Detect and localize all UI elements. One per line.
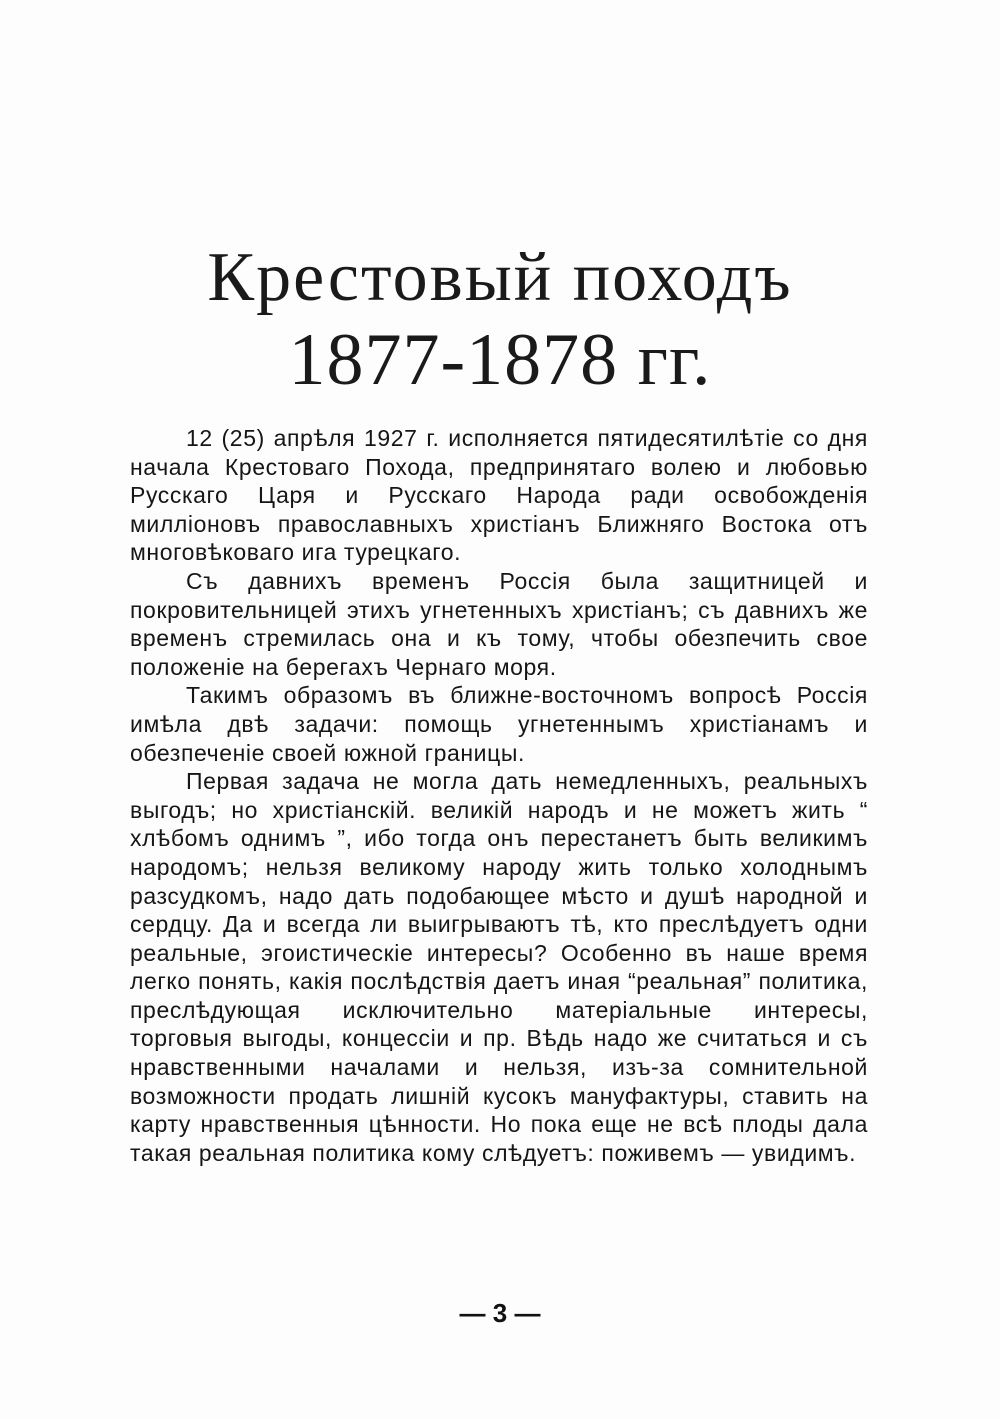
paragraph-2: Съ давнихъ временъ Россія была защитницей и покровительницей этихъ угнетенныхъ христіанъ; съ давнихъ же временъ стремилась она и къ тому, чтобы обезпечить свое положеніе на берегахъ Чернаго моря. [130,567,868,680]
page-title-line-1: Крестовый походъ [207,239,793,316]
paragraph-4: Первая задача не могла дать немедленныхъ, реальныхъ выгодъ; но христіанскій. великій народъ и не можетъ жить “ хлѣбомъ однимъ ”, ибо тогда онъ перестанетъ быть великимъ народомъ; нельзя великому народу жить только холоднымъ разсудкомъ, надо дать подобающее мѣсто и душѣ народной и сердцу. Да и всегда ли выигрываютъ тѣ, кто преслѣдуетъ одни реальные, эгоистическіе интересы? Особенно въ наше время легко понять, какія послѣдствія даетъ иная “реальная” политика, преслѣдующая исключительно матеріальные интересы, торговыя выгоды, концессіи и пр. Вѣдь надо же считаться и съ нравственными началами и нельзя, изъ-за сомнительной возможности продать лишній кусокъ мануфактуры, ставить на карту нравственныя цѣнности. Но пока еще не всѣ плоды дала такая реальная политика кому слѣдуетъ: поживемъ — увидимъ. [130,768,868,1166]
page-title-line-2: 1877-1878 гг. [288,319,712,401]
paragraph-3: Такимъ образомъ въ ближне-восточномъ вопросѣ Россія имѣла двѣ задачи: помощь угнетеннымъ христіанамъ и обезпеченіе своей южной границы. [130,682,868,766]
paragraph-1: 12 (25) апрѣля 1927 г. исполняется пятидесятилѣтіе со дня начала Крестоваго Похода, предпринятаго волею и любовью Русскаго Царя и Русскаго Народа ради освобожденія милліоновъ православныхъ христіанъ Ближняго Востока отъ многовѣковаго ига турецкаго. [130,425,868,566]
body-text [130,424,868,1167]
page-number: — 3 — [459,1298,541,1328]
